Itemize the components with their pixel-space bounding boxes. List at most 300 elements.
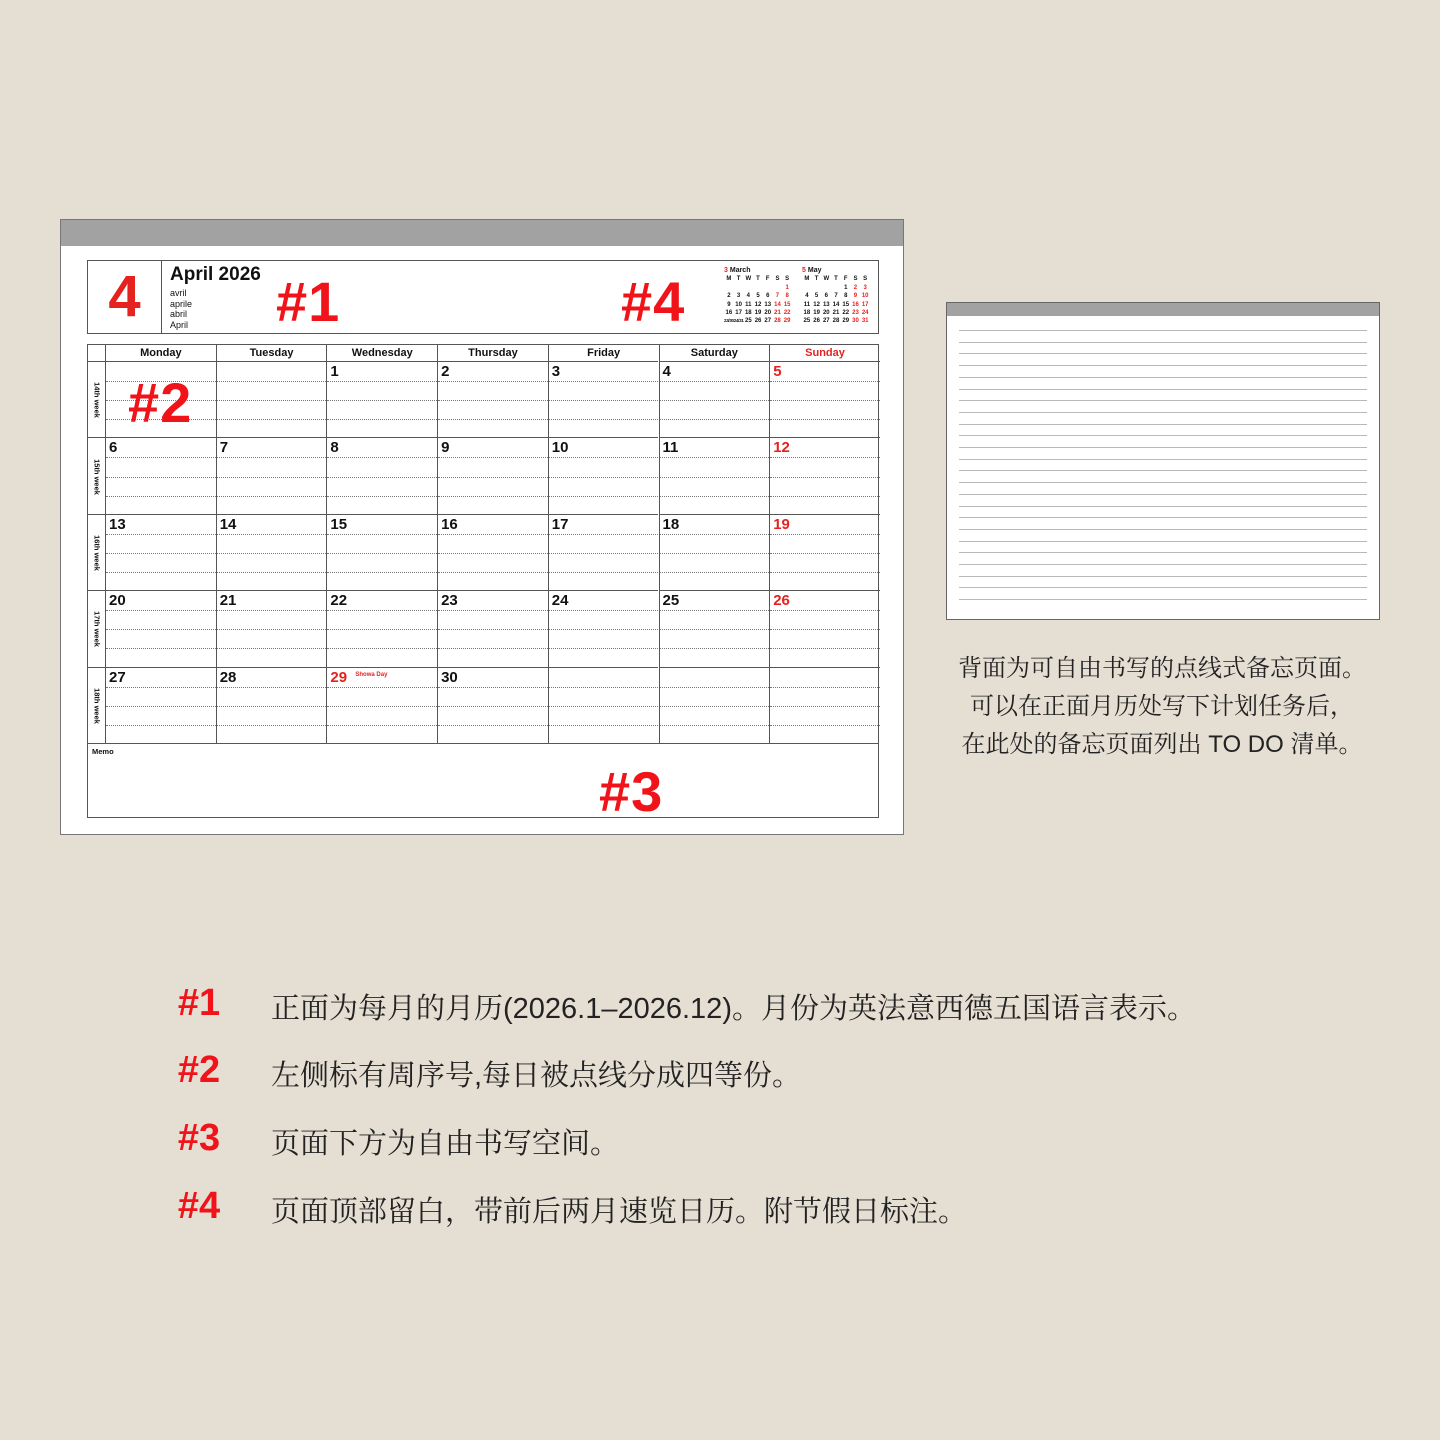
mini-calendar-day: 18 [744,310,752,317]
mini-calendar-day: 4 [746,293,750,300]
dotted-divider [770,706,880,707]
dotted-divider [438,457,548,458]
day-number: 27 [109,668,126,686]
mini-calendar-day [743,284,753,292]
day-number: 21 [219,592,237,610]
dotted-divider [327,648,437,649]
dotted-divider [217,553,327,554]
dotted-divider [327,706,437,707]
day-cell[interactable] [769,437,880,513]
dotted-divider [549,706,659,707]
week-number-text: 18th week [92,687,101,724]
mini-month-number: 5 [802,267,806,274]
mini-calendar-day: M [804,276,810,283]
day-cell[interactable] [105,590,216,666]
memo-ruled-line [959,599,1367,600]
dotted-divider [438,725,548,726]
memo-ruled-line [959,342,1367,343]
dotted-divider [660,610,770,611]
memo-ruled-line [959,587,1367,588]
weekday-header: Wednesday [326,345,437,361]
dotted-divider [770,725,880,726]
calendar-header [87,260,879,334]
legend-tag: #4 [177,1185,221,1227]
dotted-divider [770,648,880,649]
day-number: 5 [773,363,782,380]
mini-calendar-day: 27 [822,318,830,325]
mini-calendar-day: S [775,276,780,283]
day-cell[interactable] [216,667,327,743]
mini-calendar-day: 5 [756,293,760,300]
week-number-label [88,590,105,667]
mini-calendar-day: 2 [727,293,731,300]
day-cell[interactable] [437,437,548,513]
dotted-divider [327,572,437,573]
calendar-front-sheet [60,219,904,835]
month-name-fr: avril [170,288,187,298]
day-cell[interactable] [769,590,880,666]
dotted-divider [217,629,327,630]
mini-calendar-day: 23/30 [724,318,734,324]
mini-calendar-day: 8 [785,293,789,300]
mini-calendar-day [821,284,831,292]
memo-ruled-line [959,353,1367,354]
dotted-divider [549,496,659,497]
dotted-divider [217,610,327,611]
back-caption [930,650,1394,764]
mini-calendar-day: 31 [861,318,869,325]
dotted-divider [217,706,327,707]
dotted-divider [327,725,437,726]
mini-calendar-day: S [863,276,868,283]
day-number: 29 [330,668,348,686]
dotted-divider [106,534,216,535]
month-name-de: April [170,319,189,330]
sheet-top-bar [61,220,903,246]
dotted-divider [106,572,216,573]
mini-calendar-day: 25 [803,318,811,325]
memo-label: Memo [92,747,114,756]
day-cell[interactable] [769,667,880,743]
tag-1: #1 [276,270,341,333]
day-cell[interactable] [105,667,216,743]
week-number-text: 17th week [92,611,101,648]
mini-calendar-may [802,267,870,326]
mini-calendar-day: 6 [824,293,828,300]
mini-calendar-day: W [823,276,830,283]
mini-calendar-day: 7 [834,293,838,300]
mini-calendar-day: 21 [832,310,840,317]
mini-calendar-day: 19 [813,310,820,317]
mini-calendar-day: 15 [842,301,850,308]
week-number-text: 16th week [92,535,101,571]
dotted-divider [770,400,880,401]
dotted-divider [438,610,548,611]
memo-ruled-line [959,365,1367,366]
mini-calendar-day: 19 [754,310,762,317]
day-cell[interactable] [105,437,216,513]
mini-calendar-row [802,301,870,309]
legend-text: 页面下方为自由书写空间。 [271,1128,620,1160]
memo-ruled-line [959,470,1367,471]
day-cell[interactable] [769,361,880,437]
mini-calendar-day: 7 [775,293,780,300]
dotted-divider [770,572,880,573]
dotted-divider [438,553,548,554]
day-cell[interactable] [326,667,437,743]
memo-ruled-line [959,494,1367,495]
memo-ruled-line [959,412,1367,413]
day-cell[interactable] [769,514,880,590]
dotted-divider [327,477,437,478]
day-cell[interactable] [659,361,770,437]
dotted-divider [770,419,880,420]
memo-ruled-line [959,506,1367,507]
dotted-divider [770,610,880,611]
mini-calendar-day [734,284,744,292]
mini-calendar-day: 22 [842,310,850,317]
mini-calendar-day: 5 [814,293,819,300]
day-number: 12 [773,439,790,457]
legend-tag: #3 [177,1117,221,1159]
memo-ruled-line [959,447,1367,448]
day-cell[interactable] [659,514,770,590]
mini-calendar-day: 26 [813,318,820,325]
dotted-divider [549,553,659,554]
day-cell[interactable] [548,590,659,666]
dotted-divider [549,687,659,688]
mini-calendar-day: 25 [745,318,752,325]
memo-ruled-line [959,330,1367,331]
dotted-divider [327,553,437,554]
day-number: 6 [109,439,118,457]
day-number: 8 [330,439,339,457]
dotted-divider [549,419,659,420]
month-title: April 2026 [170,264,261,285]
mini-calendar-day: 3 [863,284,867,291]
mini-calendar-day: 1 [844,284,848,291]
dotted-divider [106,457,216,458]
mini-calendar-title [802,267,870,275]
dotted-divider [327,610,437,611]
caption-line: 背面为可自由书写的点线式备忘页面。 [958,655,1366,682]
dotted-divider [438,419,548,420]
mini-calendar-day: 11 [745,301,752,308]
tag-3: #3 [599,760,664,823]
dotted-divider [327,419,437,420]
back-top-bar [947,303,1379,316]
day-cell[interactable] [437,590,548,666]
dotted-divider [438,534,548,535]
day-number: 26 [773,592,790,610]
caption-line: 可以在正面月历处写下计划任务后， [970,693,1354,720]
day-cell[interactable] [326,514,437,590]
mini-calendar-day: 16 [725,310,733,317]
mini-calendar-day: 22 [783,310,791,317]
dotted-divider [106,610,216,611]
dotted-divider [660,648,770,649]
dotted-divider [770,629,880,630]
mini-calendar-day: 28 [832,318,840,325]
day-cell[interactable] [216,590,327,666]
dotted-divider [217,419,327,420]
mini-calendar-day: 10 [735,301,742,308]
day-number: 24 [551,592,569,610]
dotted-divider [217,534,327,535]
mini-calendar-row [802,317,870,325]
day-number: 9 [441,439,450,457]
mini-calendar-day: T [814,276,819,283]
dotted-divider [660,496,770,497]
dotted-divider [438,629,548,630]
mini-calendar-day: 20 [764,310,772,317]
day-cell[interactable] [548,667,659,743]
month-name-es: abril [170,309,188,319]
mini-calendar-row [724,292,792,300]
dotted-divider [438,687,548,688]
dotted-divider [660,725,770,726]
dotted-divider [660,572,770,573]
dotted-divider [217,687,327,688]
legend-tag: #1 [177,982,221,1024]
day-number: 2 [441,363,450,380]
mini-calendar-day: 3 [736,293,741,300]
dotted-divider [549,610,659,611]
mini-calendar-day: 17 [861,301,869,308]
dotted-divider [770,496,880,497]
mini-calendar-day: 18 [803,310,811,317]
mini-calendar-row [802,309,870,317]
month-grid [87,344,879,823]
mini-calendar-day [812,284,822,292]
dotted-divider [549,534,659,535]
mini-calendar-day: 29 [783,318,791,325]
day-number: 3 [551,363,561,380]
dotted-divider [327,687,437,688]
memo-ruled-line [959,377,1367,378]
day-cell[interactable] [437,514,548,590]
dotted-divider [549,477,659,478]
mini-calendar-day: 13 [822,301,830,308]
dotted-divider [106,648,216,649]
day-number: 30 [441,668,458,686]
day-cell[interactable] [548,361,659,437]
mini-calendar-day: 9 [853,293,858,300]
dotted-divider [660,477,770,478]
mini-calendar-day: T [756,276,760,283]
dotted-divider [549,629,659,630]
day-cell[interactable] [216,514,327,590]
memo-ruled-line [959,576,1367,577]
weekday-header: Tuesday [216,345,327,361]
memo-ruled-line [959,424,1367,425]
day-number: 19 [773,515,790,533]
dotted-divider [770,381,880,382]
legend-text: 页面顶部留白，带前后两月速览日历。附节假日标注。 [271,1196,968,1228]
day-number: 4 [662,363,671,380]
dotted-divider [660,400,770,401]
mini-calendar-day: W [745,276,752,283]
mini-calendar-day [802,284,812,292]
day-number: 25 [662,592,680,610]
day-number: 16 [441,515,458,533]
memo-area[interactable] [88,743,878,823]
mini-calendar-row [724,301,792,309]
dotted-divider [549,572,659,573]
mini-calendar-day: 30 [852,318,859,325]
day-number: 18 [662,515,680,533]
week-number-label [88,437,105,514]
weekday-header: Thursday [437,345,548,361]
dotted-divider [438,400,548,401]
mini-calendar-day: 12 [813,301,820,308]
day-cell[interactable] [437,667,548,743]
dotted-divider [438,572,548,573]
legend-text: 左侧标有周序号,每日被点线分成四等份。 [271,1060,802,1092]
mini-calendar-day: 14 [774,301,781,308]
dotted-divider [327,381,437,382]
mini-calendar-day: 6 [766,293,770,300]
mini-calendar-day: 13 [764,301,772,308]
dotted-divider [106,553,216,554]
dotted-divider [549,648,659,649]
weekday-header: Saturday [659,345,770,361]
mini-calendar-day [763,284,773,292]
day-cell[interactable] [326,590,437,666]
dotted-divider [106,629,216,630]
memo-ruled-line [959,552,1367,553]
dotted-divider [106,477,216,478]
memo-ruled-line [959,529,1367,530]
memo-back-sheet [946,302,1380,620]
dotted-divider [327,629,437,630]
memo-ruled-line [959,435,1367,436]
tag-2: #2 [128,371,193,434]
dotted-divider [217,725,327,726]
dotted-divider [770,553,880,554]
day-cell[interactable] [659,590,770,666]
day-cell[interactable] [659,437,770,513]
mini-calendar-day: 26 [754,318,762,325]
memo-ruled-line [959,400,1367,401]
day-cell[interactable] [216,437,327,513]
caption-line: 在此处的备忘页面列出 TO DO 清单。 [961,731,1363,758]
week-number-text: 14th week [92,382,101,419]
mini-calendar-day: S [853,276,858,283]
mini-calendar-day: 17 [735,310,742,317]
dotted-divider [438,381,548,382]
mini-calendar-day: 2 [853,284,858,291]
week-number-text: 15th week [92,458,101,495]
mini-calendar-march [724,267,792,326]
mini-calendar-row [802,275,870,283]
week-number-label [88,361,105,438]
memo-ruled-line [959,482,1367,483]
day-number: 1 [330,363,339,380]
dotted-divider [549,457,659,458]
mini-calendar-day [724,284,734,292]
mini-calendar-day: 23 [852,310,859,317]
dotted-divider [770,477,880,478]
dotted-divider [770,457,880,458]
holiday-label: Showa Day [355,671,388,678]
mini-calendar-day: 9 [727,301,731,308]
dotted-divider [660,553,770,554]
day-number: 10 [551,439,569,457]
dotted-divider [327,496,437,497]
mini-calendar-day: 11 [803,301,811,308]
dotted-divider [217,477,327,478]
dotted-divider [217,572,327,573]
day-cell[interactable] [216,361,327,437]
dotted-divider [438,706,548,707]
mini-calendar-row [724,275,792,283]
tag-4: #4 [621,270,686,333]
mini-calendar-day: F [765,276,770,283]
mini-calendar-row [724,309,792,317]
mini-calendar-day: 24 [861,310,869,317]
dotted-divider [106,496,216,497]
mini-calendar-day [831,284,841,292]
day-cell[interactable] [548,514,659,590]
mini-calendar-day: 1 [785,284,789,291]
dotted-divider [217,457,327,458]
day-cell[interactable] [326,361,437,437]
dotted-divider [217,496,327,497]
day-cell[interactable] [326,437,437,513]
day-number: 7 [219,439,229,457]
mini-calendar-day [753,284,763,292]
dotted-divider [660,629,770,630]
dotted-divider [217,400,327,401]
dotted-divider [660,457,770,458]
dotted-divider [660,706,770,707]
mini-calendar-day: 24/31 [733,318,744,324]
mini-calendar-title [724,267,792,275]
mini-month-name: March [729,267,751,274]
mini-calendar-day: 28 [774,318,781,325]
mini-calendar-day: 4 [805,293,809,300]
mini-calendar-day: 16 [852,301,859,308]
dotted-divider [660,687,770,688]
memo-ruled-line [959,541,1367,542]
week-number-label [88,667,105,744]
memo-ruled-line [959,564,1367,565]
day-cell[interactable] [437,361,548,437]
day-cell[interactable] [105,514,216,590]
dotted-divider [327,457,437,458]
mini-calendar-row [802,284,870,292]
mini-calendar-day: M [726,276,732,283]
day-cell[interactable] [659,667,770,743]
mini-calendar-day: 12 [754,301,762,308]
mini-calendar-day: T [834,276,838,283]
dotted-divider [549,381,659,382]
day-number: 15 [330,515,348,533]
mini-calendar-day: 10 [861,293,869,300]
mini-calendar-day [773,284,783,292]
mini-calendar-row [724,317,792,325]
day-number: 22 [330,592,348,610]
dotted-divider [217,648,327,649]
day-cell[interactable] [548,437,659,513]
dotted-divider [770,534,880,535]
dotted-divider [106,706,216,707]
mini-calendar-day: 14 [832,301,840,308]
dotted-divider [327,400,437,401]
mini-calendar-day: 29 [842,318,850,325]
mini-calendar-day: S [785,276,790,283]
